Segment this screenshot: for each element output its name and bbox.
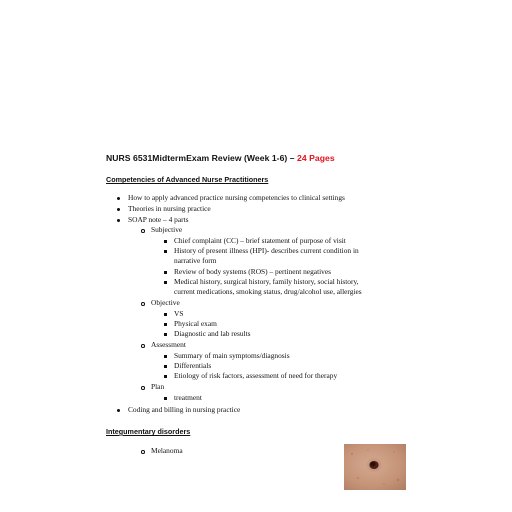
- bullet-square: [164, 323, 167, 326]
- list-item: Theories in nursing practice: [128, 204, 211, 213]
- list-item: Chief complaint (CC) – brief statement of purpose of visit: [174, 236, 346, 245]
- list-item: Objective: [151, 298, 180, 307]
- bullet-dot: [117, 197, 120, 200]
- list-item: History of present illness (HPI)- describes current condition in: [174, 246, 359, 255]
- bullet-circle: [141, 302, 145, 306]
- list-item: Melanoma: [151, 446, 183, 455]
- bullet-square: [164, 281, 167, 284]
- bullet-circle: [141, 344, 145, 348]
- bullet-square: [164, 365, 167, 368]
- bullet-square: [164, 250, 167, 253]
- list-item: Plan: [151, 382, 165, 391]
- melanoma-photo: [344, 444, 406, 490]
- list-item: SOAP note – 4 parts: [128, 215, 189, 224]
- list-item-continuation: narrative form: [174, 256, 217, 265]
- bullet-square: [164, 397, 167, 400]
- bullet-square: [164, 313, 167, 316]
- title-main: NURS 6531MidtermExam Review (Week 1-6) –: [106, 153, 298, 163]
- title-page-count: 24 Pages: [297, 153, 335, 163]
- bullet-square: [164, 271, 167, 274]
- integumentary-heading: Integumentary disorders: [106, 427, 191, 436]
- list-item: Physical exam: [174, 319, 217, 328]
- list-item: Assessment: [151, 340, 186, 349]
- bullet-circle: [141, 229, 145, 233]
- list-item: Summary of main symptoms/diagnosis: [174, 351, 290, 360]
- document-title: [106, 153, 335, 163]
- bullet-dot: [117, 409, 120, 412]
- list-item: Etiology of risk factors, assessment of need for therapy: [174, 371, 338, 380]
- list-item: Differentials: [174, 361, 212, 370]
- list-item: Review of body systems (ROS) – pertinent negatives: [174, 267, 332, 276]
- list-item: How to apply advanced practice nursing competencies to clinical settings: [128, 193, 345, 202]
- bullet-dot: [117, 219, 120, 222]
- list-item: Coding and billing in nursing practice: [128, 405, 241, 414]
- list-item: Medical history, surgical history, family history, social history,: [174, 277, 359, 286]
- list-item: treatment: [174, 393, 202, 402]
- competencies-heading: Competencies of Advanced Nurse Practitioners: [106, 175, 269, 184]
- bullet-square: [164, 355, 167, 358]
- list-item: Subjective: [151, 225, 183, 234]
- list-item: VS: [174, 309, 184, 318]
- bullet-square: [164, 333, 167, 336]
- bullet-dot: [117, 208, 120, 211]
- bullet-circle: [141, 386, 145, 390]
- bullet-square: [164, 240, 167, 243]
- bullet-circle: [141, 450, 145, 454]
- bullet-square: [164, 375, 167, 378]
- list-item-continuation: current medications, smoking status, drug/alcohol use, allergies: [174, 287, 362, 296]
- list-item: Diagnostic and lab results: [174, 329, 251, 338]
